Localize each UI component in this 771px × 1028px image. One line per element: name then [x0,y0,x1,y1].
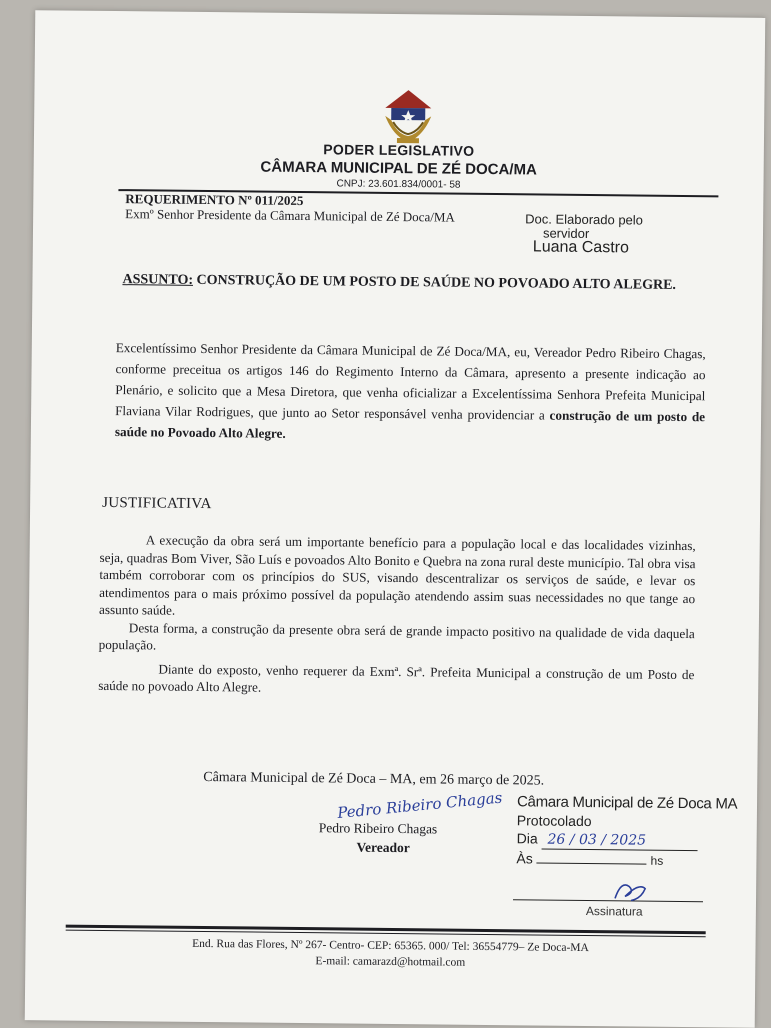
request-title: REQUERIMENTO Nº 011/2025 [125,191,304,209]
protocol-initials-scribble [611,876,651,904]
author-stamp [525,212,643,255]
justification-body [98,531,696,701]
footer-email: E-mail: camarazd@hotmail.com [315,955,466,969]
protocol-stamp [516,793,737,870]
protocol-day-label: Dia [516,830,538,847]
document-page [25,10,766,1028]
protocol-signature-line [513,899,703,902]
protocol-stamp-label: Protocolado [516,812,592,830]
header-cnpj: CNPJ: 23.601.834/0001- 58 [336,178,461,191]
coat-of-arms-emblem [379,86,438,149]
justification-paragraph-2: Desta forma, a construção da presente obra será de grande impacto positivo na qualidade de vida daquela população. [98,619,695,653]
body-paragraph [115,337,706,448]
body-paragraph-text: Excelentíssimo Senhor Presidente da Câmara Municipal de Zé Doca/MA, eu, Vereador Pedro Ribeiro Chagas, conforme preceitua os artigos 146 do Regimento Interno da Câmara, apresento a presente indicação ao Plenário, e solicito que a Mesa Diretora, que venha oficializar a Excelentíssima Senhora Prefeita Municipal Flaviana Vilar Rodrigues, que junto ao Setor responsável venha providenciar a [115,340,706,423]
protocol-signature-label: Assinatura [585,904,643,919]
justification-paragraph-1: A execução da obra será um importante benefício para a população local e das localidades vizinhas, seja, quadras Bom Viver, São Luís e povoados Alto Bonito e Quebra na zona rural deste município. Tal obra visa também corroborar com os princípios do SUS, visando descentralizar os serviços de saúde, e levar os atendimentos para o mais próximo possível da população atendendo assim suas necessidades no que tange ao assunto saúde. [98,532,696,618]
author-stamp-line1: Doc. Elaborado pelo [525,211,644,228]
request-addressee: Exmº Senhor Presidente da Câmara Municipal de Zé Doca/MA [125,206,455,225]
protocol-stamp-title: Câmara Municipal de Zé Doca MA [516,793,738,813]
body-paragraph-highlight: construção de um posto de saúde no Povoado Alto Alegre. [114,407,706,441]
subject-line [122,271,682,294]
signer-name: Pedro Ribeiro Chagas [318,820,438,837]
signer-role: Vereador [356,839,410,856]
protocol-day-value: 26 / 03 / 2025 [541,831,697,852]
subject-label: ASSUNTO: [122,272,194,288]
header-chamber-name: CÂMARA MUNICIPAL DE ZÉ DOCA/MA [260,158,537,179]
place-date: Câmara Municipal de Zé Doca – MA, em 26 março de 2025. [203,770,545,789]
justification-heading: JUSTIFICATIVA [102,494,212,513]
author-stamp-line2: servidor [542,225,590,242]
protocol-time-label: Às [516,850,533,867]
protocol-time-suffix: hs [650,853,664,868]
subject-text: CONSTRUÇÃO DE UM POSTO DE SAÚDE NO POVOADO ALTO ALEGRE. [192,272,677,293]
footer-address: End. Rua das Flores, Nº 267- Centro- CEP: 65365. 000/ Tel: 36554779– Ze Doca-MA [192,937,589,955]
handwritten-signature: Pedro Ribeiro Chagas [336,788,504,823]
justification-paragraph-3: Diante do exposto, venho requerer da Exmª. Srª. Prefeita Municipal a construção de um Posto de saúde no povoado Alto Alegre. [98,661,695,695]
author-stamp-name: Luana Castro [532,238,630,257]
header-institution: PODER LEGISLATIVO [323,141,475,159]
